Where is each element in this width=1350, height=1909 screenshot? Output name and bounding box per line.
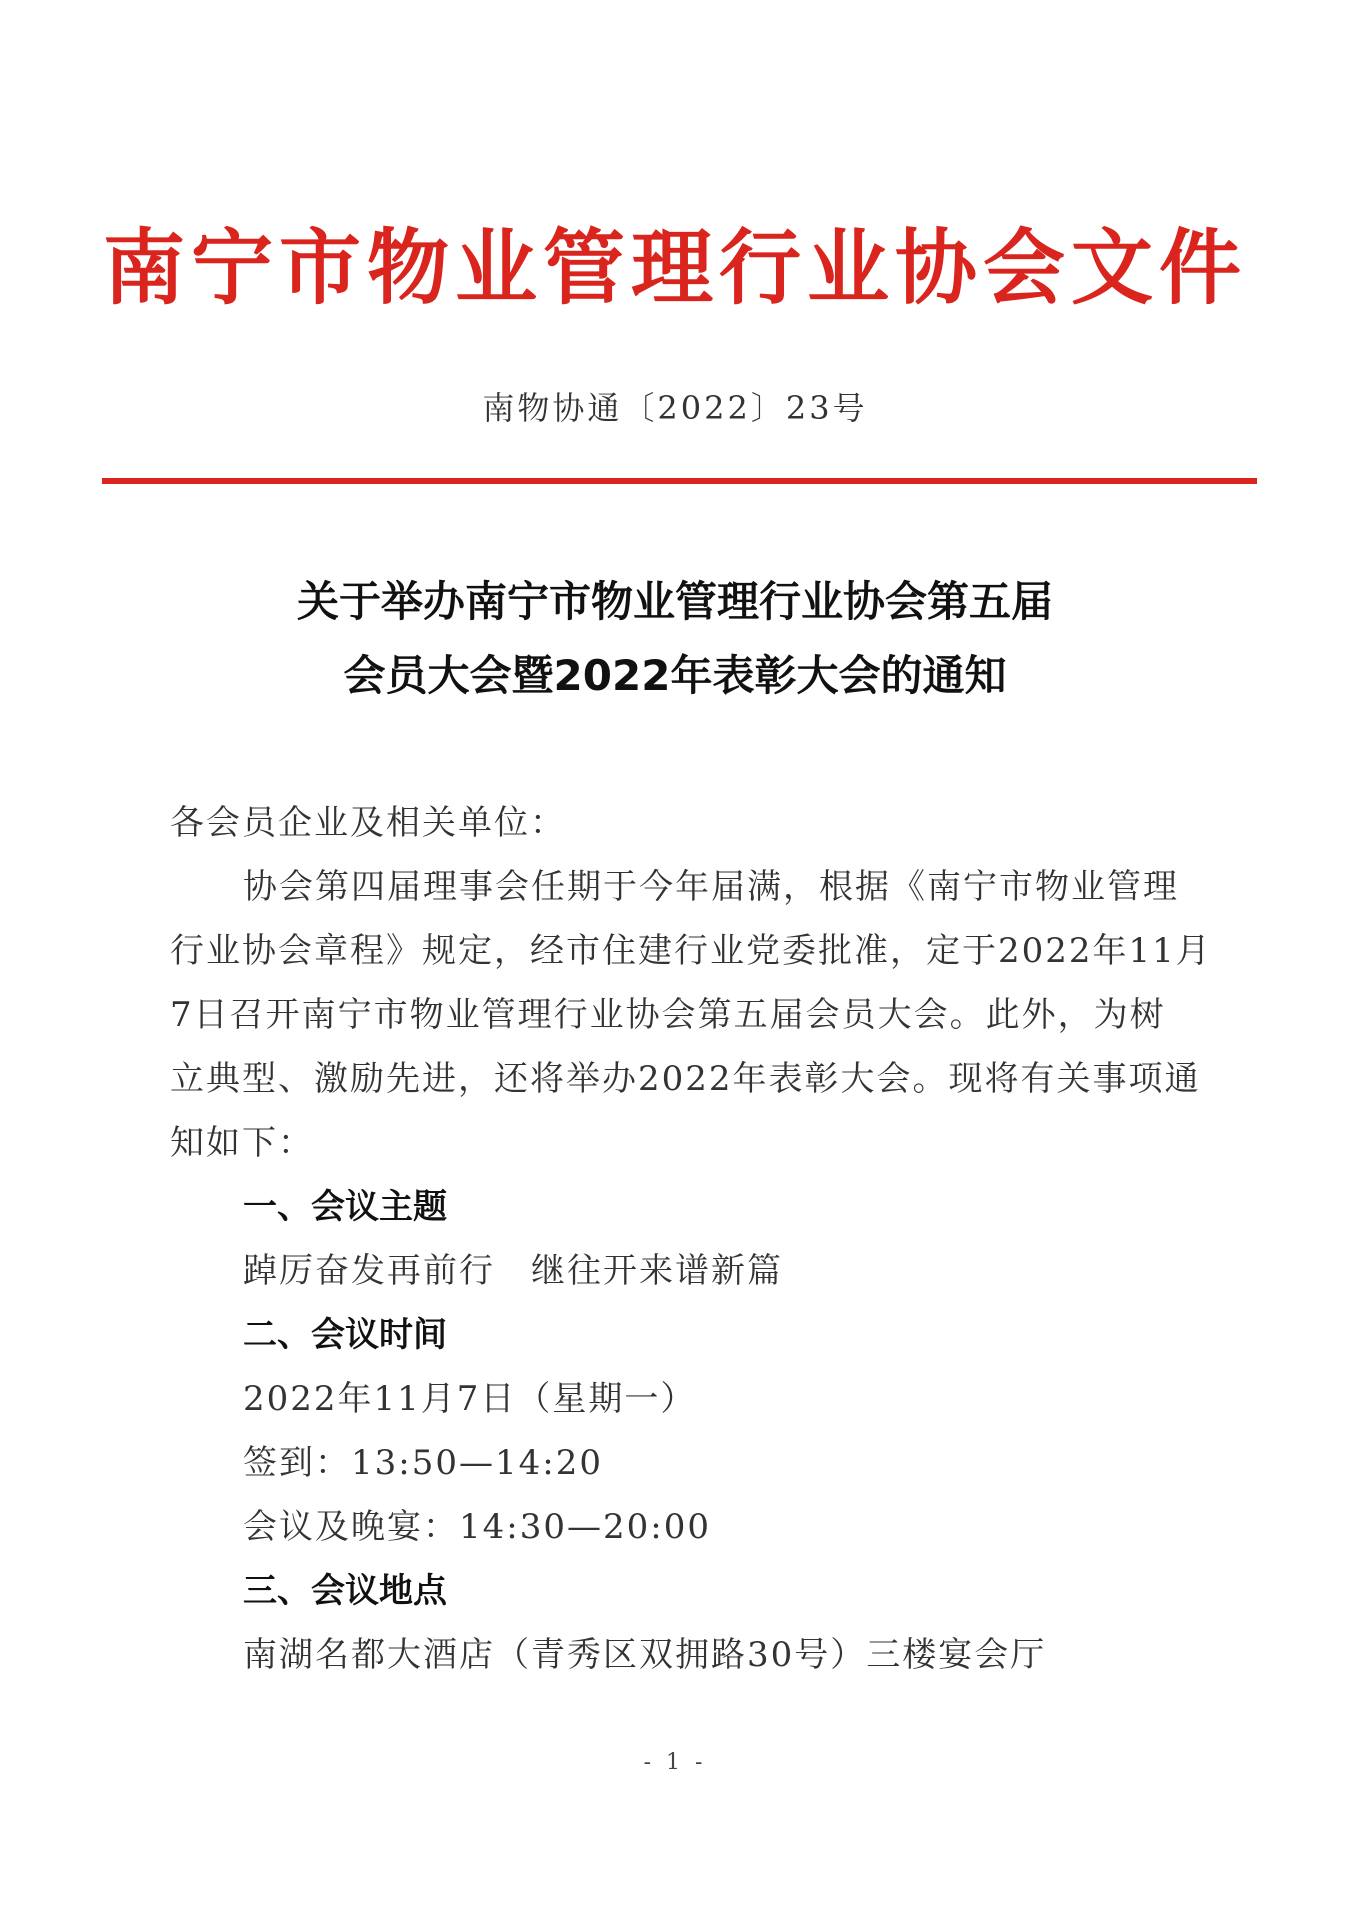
paragraph-line: 立典型、激励先进，还将举办2022年表彰大会。现将有关事项通 [170, 1059, 1201, 1099]
document-header-title: 南宁市物业管理行业协会文件 [102, 220, 1247, 316]
notice-title-line-2: 会员大会暨2022年表彰大会的通知 [343, 651, 1007, 700]
paragraph-line: 协会第四届理事会任期于今年届满，根据《南宁市物业管理 [243, 867, 1179, 907]
paragraph-line: 行业协会章程》规定，经市住建行业党委批准，定于2022年11月 [170, 931, 1212, 971]
paragraph-line: 知如下： [170, 1123, 314, 1163]
check-in-time: 签到：13:50—14:20 [243, 1443, 603, 1483]
red-divider [102, 478, 1257, 484]
paragraph-line: 7日召开南宁市物业管理行业协会第五届会员大会。此外，为树 [170, 995, 1166, 1035]
notice-title-line-1: 关于举办南宁市物业管理行业协会第五届 [296, 577, 1053, 626]
section-heading-theme: 一、会议主题 [243, 1187, 447, 1227]
meeting-banquet-time: 会议及晚宴：14:30—20:00 [243, 1507, 711, 1547]
meeting-date: 2022年11月7日（星期一） [243, 1379, 697, 1419]
section-heading-venue: 三、会议地点 [243, 1571, 447, 1611]
salutation: 各会员企业及相关单位： [170, 803, 566, 843]
section-heading-time: 二、会议时间 [243, 1315, 447, 1355]
venue-address: 南湖名都大酒店（青秀区双拥路30号）三楼宴会厅 [243, 1635, 1047, 1675]
document-number: 南物协通〔2022〕23号 [482, 389, 868, 427]
page-number: - 1 - [643, 1750, 707, 1775]
theme-text: 踔厉奋发再前行 继往开来谱新篇 [243, 1251, 783, 1291]
